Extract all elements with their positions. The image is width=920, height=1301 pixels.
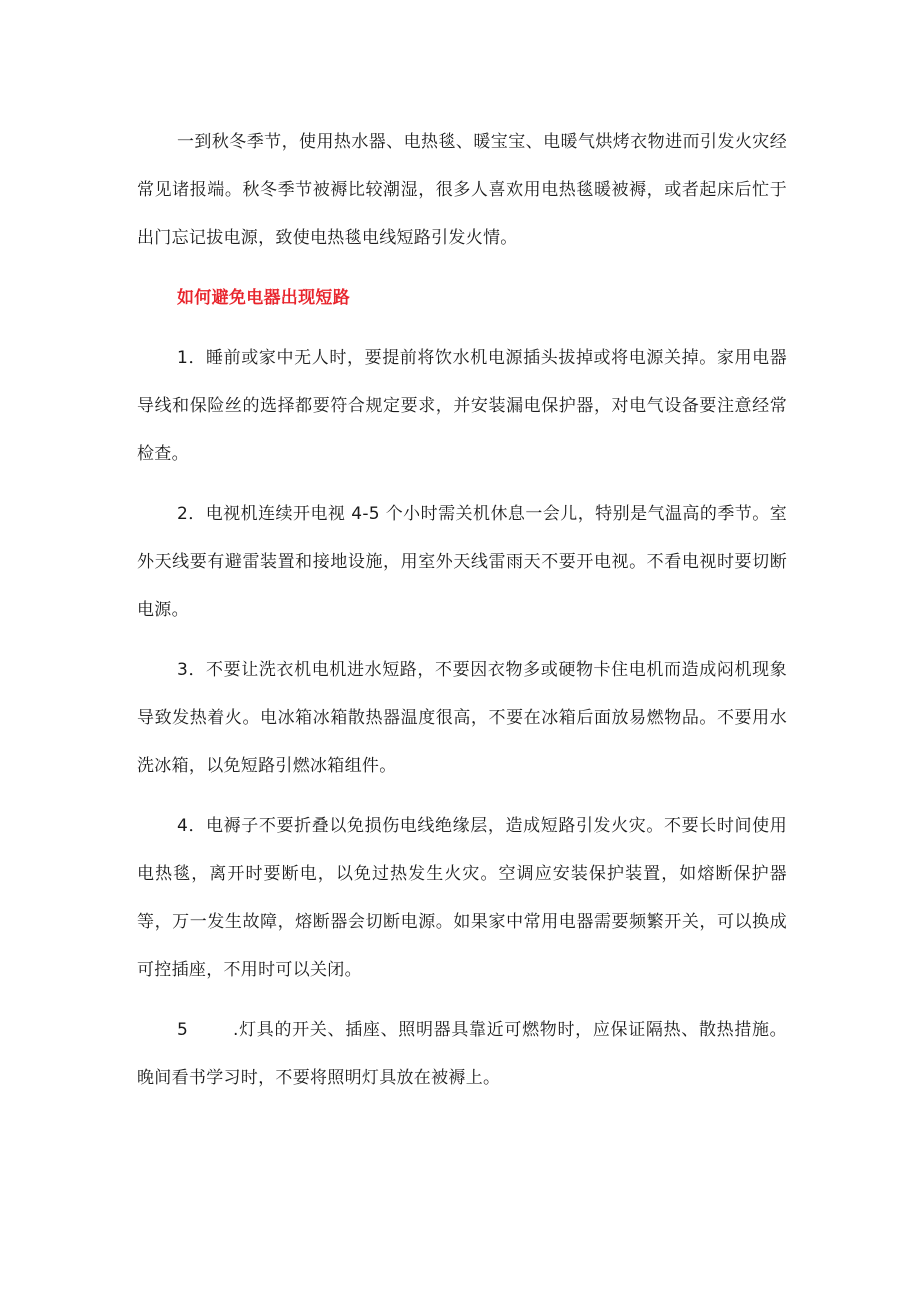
list-item-4 bbox=[137, 802, 787, 994]
list-item-3 bbox=[137, 646, 787, 790]
list-item-5 bbox=[137, 1006, 787, 1102]
section-heading: 如何避免电器出现短路 bbox=[177, 288, 350, 308]
item-number: 1 bbox=[177, 348, 189, 368]
item-number: 2 bbox=[177, 504, 189, 524]
item-text: .灯具的开关、插座、照明器具靠近可燃物时，应保证隔热、散热措施。晚间看书学习时，不要将照明灯具放在被褥上。 bbox=[137, 1020, 787, 1088]
list-item-1 bbox=[137, 334, 787, 478]
item-number: 4 bbox=[177, 816, 189, 836]
list-item-2 bbox=[137, 490, 787, 634]
item-text: ．不要让洗衣机电机进水短路，不要因衣物多或硬物卡住电机而造成闷机现象导致发热着火。电冰箱冰箱散热器温度很高，不要在冰箱后面放易燃物品。不要用水洗冰箱，以免短路引燃冰箱组件。 bbox=[137, 660, 787, 776]
item-text: ．睡前或家中无人时，要提前将饮水机电源插头拔掉或将电源关掉。家用电器导线和保险丝的选择都要符合规定要求，并安装漏电保护器，对电气设备要注意经常检查。 bbox=[137, 348, 787, 464]
item-number: 3 bbox=[177, 660, 189, 680]
item-number: 5 bbox=[177, 1020, 189, 1040]
document-body bbox=[137, 118, 787, 1114]
intro-paragraph: 一到秋冬季节，使用热水器、电热毯、暖宝宝、电暖气烘烤衣物进而引发火灾经常见诸报端。秋冬季节被褥比较潮湿，很多人喜欢用电热毯暖被褥，或者起床后忙于出门忘记拔电源，致使电热毯电线短路引发火情。 bbox=[137, 132, 787, 248]
item-text: ．电褥子不要折叠以免损伤电线绝缘层，造成短路引发火灾。不要长时间使用电热毯，离开时要断电，以免过热发生火灾。空调应安装保护装置，如熔断保护器等，万一发生故障，熔断器会切断电源。如果家中常用电器需要频繁开关，可以换成可控插座，不用时可以关闭。 bbox=[137, 816, 787, 980]
item-text: ．电视机连续开电视 4-5 个小时需关机休息一会儿，特别是气温高的季节。室外天线要有避雷装置和接地设施，用室外天线雷雨天不要开电视。不看电视时要切断电源。 bbox=[137, 504, 787, 620]
